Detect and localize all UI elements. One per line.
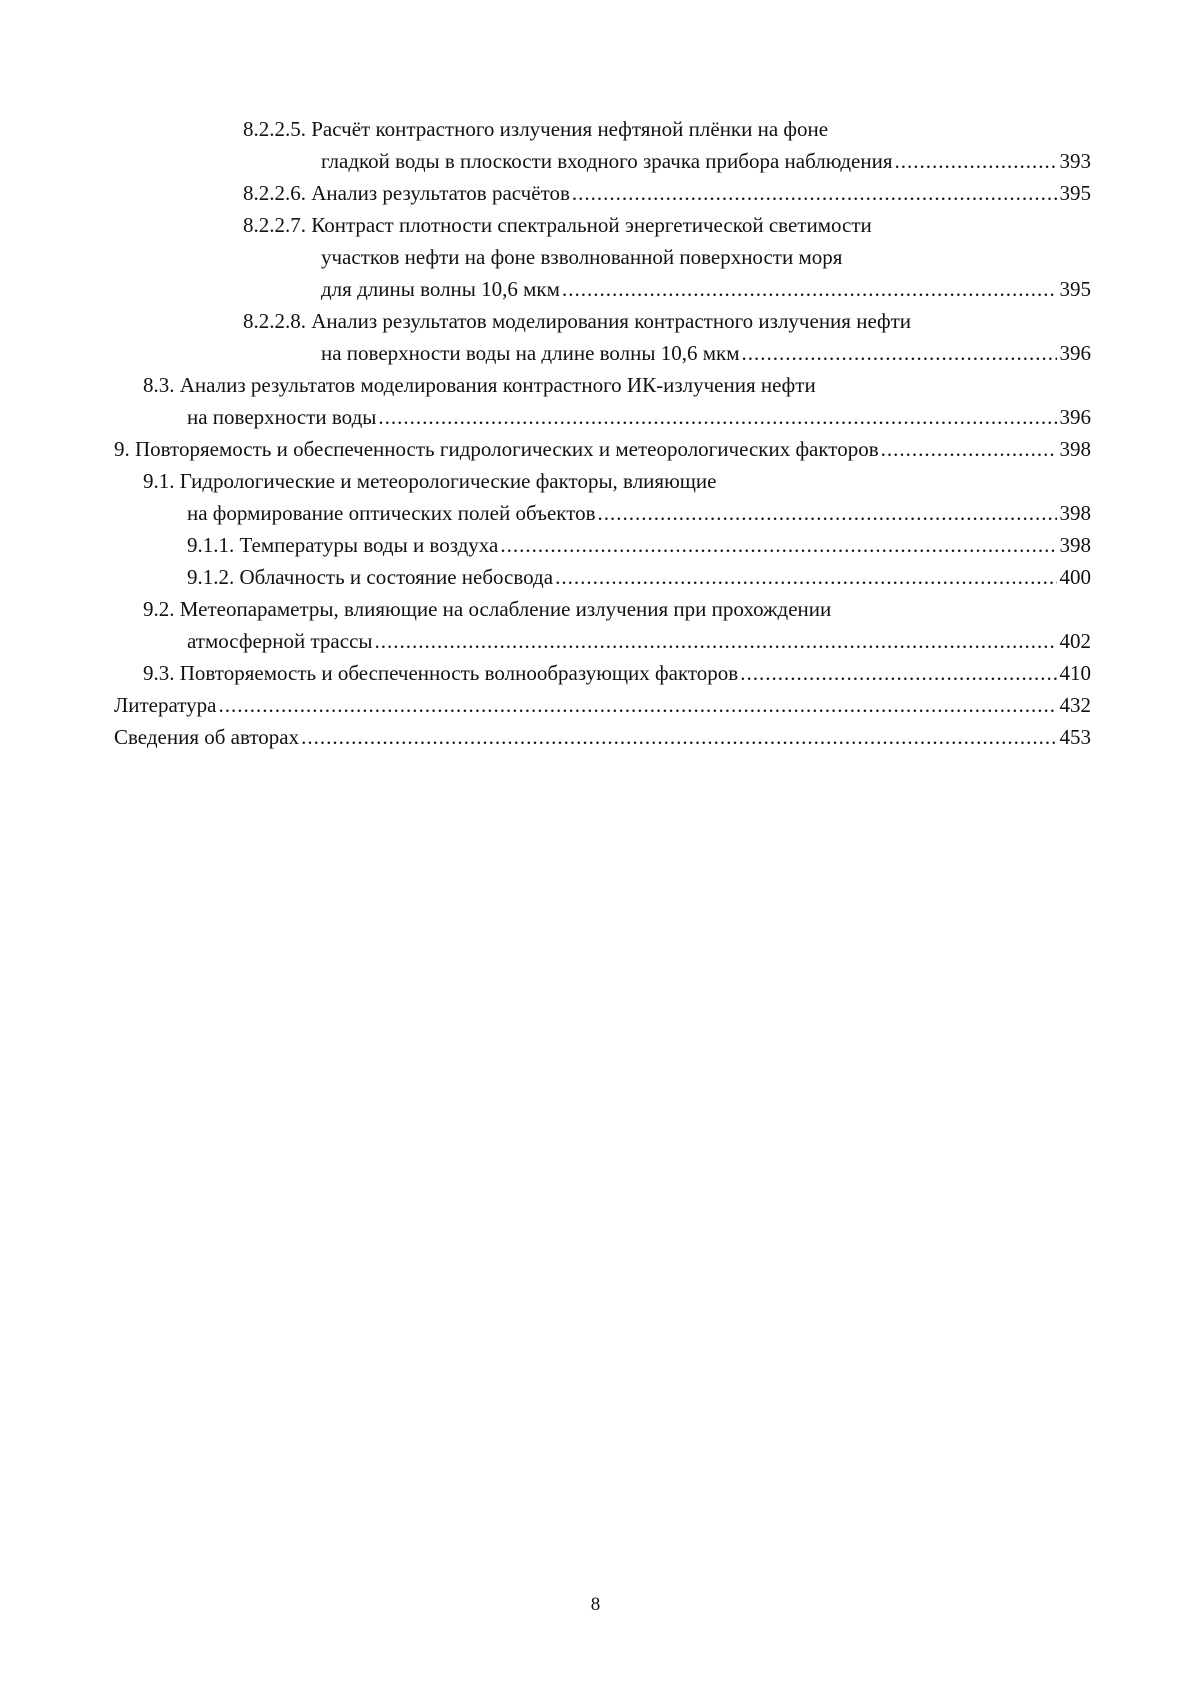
- toc-entry-title: 8.2.2.7. Контраст плотности спектральной энергетической светимости: [243, 213, 872, 237]
- dot-leader: [555, 561, 1056, 593]
- toc-page-number: 400: [1059, 565, 1091, 589]
- toc-entry-authors[interactable]: [0, 721, 1091, 753]
- toc-entry-title: участков нефти на фоне взволнованной поверхности моря: [321, 245, 843, 269]
- toc-entry-title: 8.2.2.6. Анализ результатов расчётов: [243, 181, 570, 205]
- dot-leader: [598, 497, 1057, 529]
- toc-page-number: 396: [1059, 341, 1091, 365]
- toc-entry-title: 8.2.2.8. Анализ результатов моделирования контрастного излучения нефти: [243, 309, 912, 333]
- toc-entry-8-2-2-8-line-1[interactable]: [0, 305, 1191, 337]
- toc-entry-8-2-2-8-line-2[interactable]: [0, 337, 1091, 369]
- toc-entry-9-2-line-2[interactable]: [0, 625, 1091, 657]
- dot-leader: [572, 177, 1057, 209]
- toc-entry-title: 8.3. Анализ результатов моделирования контрастного ИК-излучения нефти: [143, 373, 816, 397]
- toc-entry-9-1-2[interactable]: [0, 561, 1091, 593]
- toc-entry-title: 9. Повторяемость и обеспеченность гидрологических и метеорологических факторов: [114, 437, 879, 461]
- toc-entry-9-1-line-2[interactable]: [0, 497, 1091, 529]
- dot-leader: [378, 401, 1056, 433]
- toc-entry-8-2-2-5-line-1[interactable]: [0, 113, 1191, 145]
- toc-entry-title: на формирование оптических полей объектов: [187, 501, 596, 525]
- toc-page-number: 393: [1059, 149, 1091, 173]
- toc-entry-8-2-2-6[interactable]: [0, 177, 1091, 209]
- toc-entry-title: 9.1. Гидрологические и метеорологические факторы, влияющие: [143, 469, 717, 493]
- toc-page-number: 396: [1059, 405, 1091, 429]
- dot-leader: [895, 145, 1057, 177]
- dot-leader: [301, 721, 1056, 753]
- toc-entry-title: 9.2. Метеопараметры, влияющие на ослабление излучения при прохождении: [143, 597, 832, 621]
- toc-entry-title: для длины волны 10,6 мкм: [321, 277, 560, 301]
- toc-entry-8-2-2-7-line-1[interactable]: [0, 209, 1191, 241]
- toc-entry-title: атмосферной трассы: [187, 629, 373, 653]
- page-number: 8: [590, 1594, 601, 1615]
- dot-leader: [562, 273, 1057, 305]
- toc-entry-title: на поверхности воды: [187, 405, 377, 429]
- toc-page-number: 398: [1059, 437, 1091, 461]
- toc-page-number: 395: [1059, 181, 1091, 205]
- toc-entry-title: гладкой воды в плоскости входного зрачка прибора наблюдения: [321, 149, 893, 173]
- toc-entry-title: Сведения об авторах: [114, 725, 300, 749]
- dot-leader: [740, 657, 1056, 689]
- toc-page-number: 398: [1059, 501, 1091, 525]
- toc-page-number: 395: [1059, 277, 1091, 301]
- dot-leader: [742, 337, 1057, 369]
- toc-entry-8-3-line-2[interactable]: [0, 401, 1091, 433]
- toc-entry-9-2-line-1[interactable]: [0, 593, 1191, 625]
- toc-page-number: 398: [1059, 533, 1091, 557]
- table-of-contents: [0, 113, 1191, 753]
- toc-entry-9-1-line-1[interactable]: [0, 465, 1191, 497]
- toc-entry-title: 9.3. Повторяемость и обеспеченность волнообразующих факторов: [143, 661, 739, 685]
- toc-entry-8-3-line-1[interactable]: [0, 369, 1191, 401]
- toc-entry-title: 8.2.2.5. Расчёт контрастного излучения нефтяной плёнки на фоне: [243, 117, 829, 141]
- toc-entry-9-3[interactable]: [0, 657, 1091, 689]
- toc-entry-title: на поверхности воды на длине волны 10,6 мкм: [321, 341, 740, 365]
- toc-entry-9[interactable]: [0, 433, 1091, 465]
- toc-entry-title: Литература: [114, 693, 217, 717]
- toc-entry-title: 9.1.2. Облачность и состояние небосвода: [187, 565, 554, 589]
- dot-leader: [218, 689, 1056, 721]
- toc-page-number: 410: [1059, 661, 1091, 685]
- toc-page-number: 432: [1059, 693, 1091, 717]
- dot-leader: [881, 433, 1057, 465]
- toc-entry-9-1-1[interactable]: [0, 529, 1091, 561]
- toc-entry-title: 9.1.1. Температуры воды и воздуха: [187, 533, 499, 557]
- dot-leader: [500, 529, 1056, 561]
- toc-entry-8-2-2-7-line-2[interactable]: [0, 241, 1191, 273]
- dot-leader: [375, 625, 1057, 657]
- toc-entry-literature[interactable]: [0, 689, 1091, 721]
- toc-page-number: 402: [1059, 629, 1091, 653]
- toc-entry-8-2-2-7-line-3[interactable]: [0, 273, 1091, 305]
- toc-page-number: 453: [1059, 725, 1091, 749]
- toc-entry-8-2-2-5-line-2[interactable]: [0, 145, 1091, 177]
